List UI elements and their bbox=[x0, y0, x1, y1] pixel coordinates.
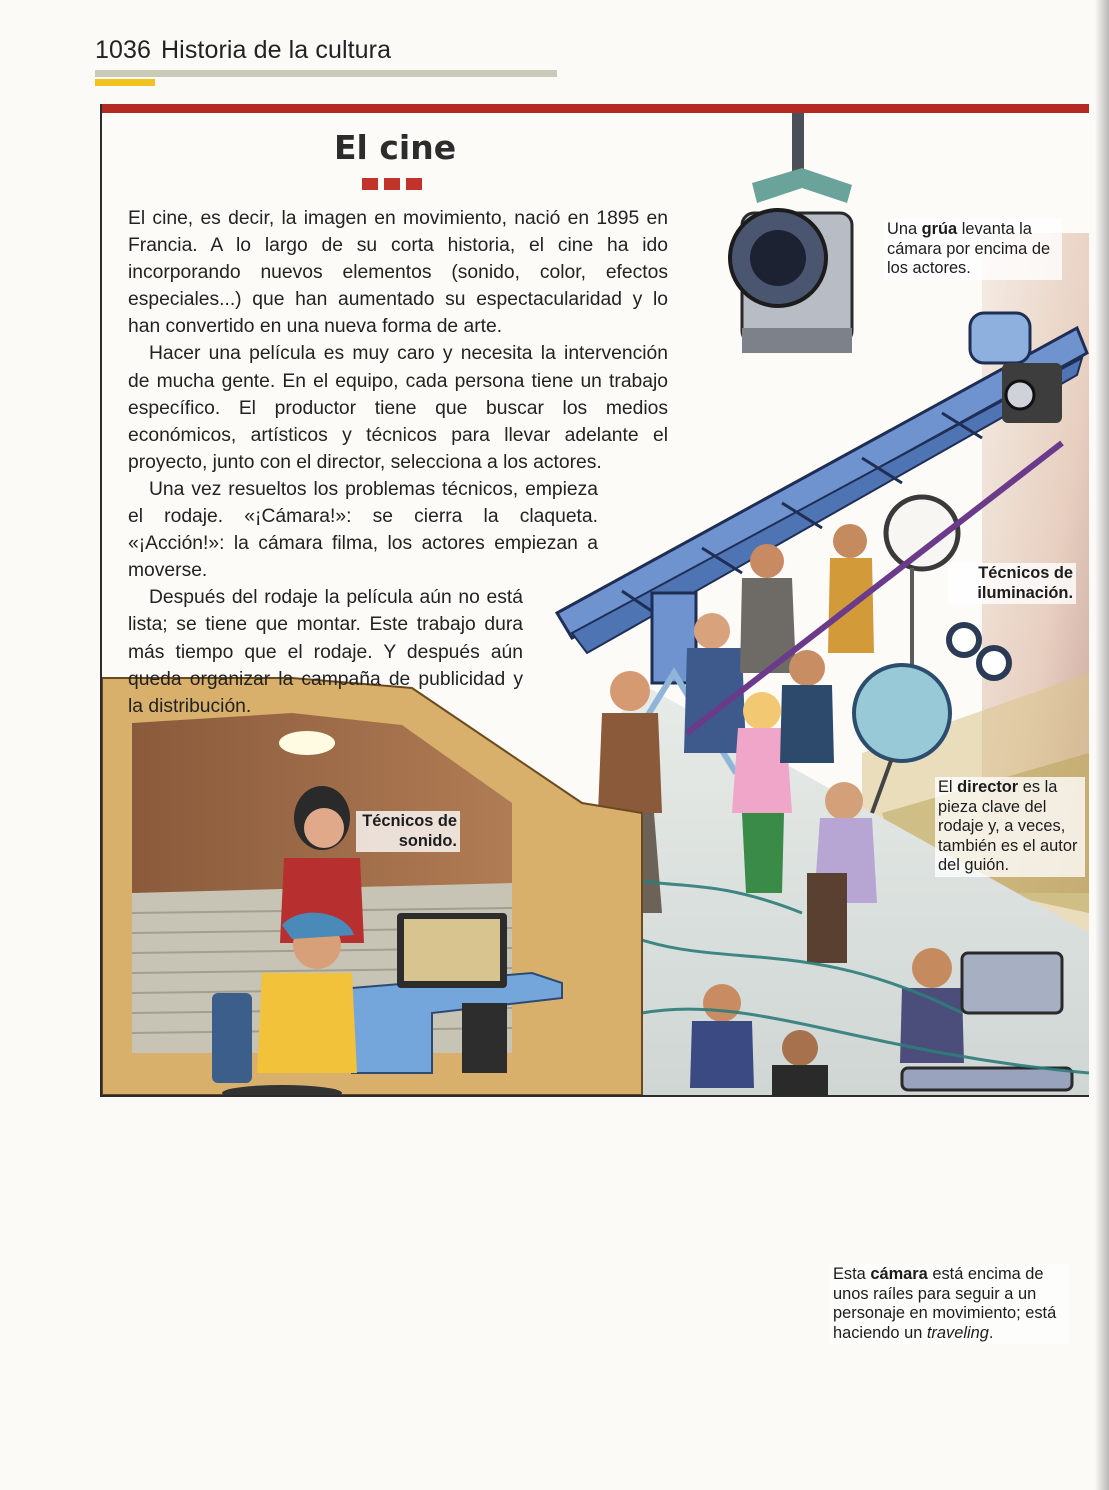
section-title: Historia de la cultura bbox=[161, 36, 392, 64]
running-header bbox=[95, 36, 391, 65]
caption-camara: Esta cámara está encima de unos raíles para seguir a un personaje en movimiento; está haciendo un traveling. bbox=[830, 1264, 1070, 1344]
title-ornament bbox=[362, 178, 422, 190]
article-title: El cine bbox=[334, 128, 457, 167]
page-number: 1036 bbox=[95, 36, 152, 64]
header-accent bbox=[95, 79, 155, 86]
caption-iluminacion: Técnicos de iluminación. bbox=[948, 563, 1076, 604]
paragraph-1: El cine, es decir, la imagen en movimiento, nació en 1895 en Francia. A lo largo de su corta historia, el cine ha ido incorporando nuevos elementos (sonido, color, efectos especiales...) que han aumentado su espectacularidad y lo han convertido en una nueva forma de arte. bbox=[128, 208, 668, 338]
paragraph-4: Después del rodaje la película aún no está lista; se tiene que montar. Este trabajo dura más tiempo que el rodaje. Y después aún queda organizar la campaña de publicidad y la distribución. bbox=[128, 587, 523, 717]
caption-sonido: Técnicos de sonido. bbox=[356, 811, 460, 852]
paragraph-3: Una vez resueltos los problemas técnicos, empieza el rodaje. «¡Cámara!»: se cierra la claqueta. «¡Acción!»: la cámara filma, los actores empiezan a moverse. bbox=[128, 478, 598, 582]
paragraph-2: Hacer una película es muy caro y necesita la intervención de mucha gente. En el equipo, cada persona tiene un trabajo específico. El productor tiene que buscar los medios económicos, artísticos y técnicos para llevar adelante el proyecto, junto con el director, selecciona a los actores. bbox=[128, 343, 668, 473]
article-body bbox=[128, 205, 668, 720]
caption-grua: Una grúa levanta la cámara por encima de los actores. bbox=[884, 219, 1062, 280]
frame-left-rule bbox=[100, 104, 102, 1097]
frame-bottom-rule bbox=[100, 1095, 1089, 1097]
caption-director: El director es la pieza clave del rodaje y, a veces, también es el autor del guión. bbox=[935, 777, 1085, 877]
header-rule bbox=[95, 70, 557, 77]
frame-top-rule bbox=[100, 104, 1089, 113]
page-edge-shadow bbox=[1095, 0, 1109, 1490]
